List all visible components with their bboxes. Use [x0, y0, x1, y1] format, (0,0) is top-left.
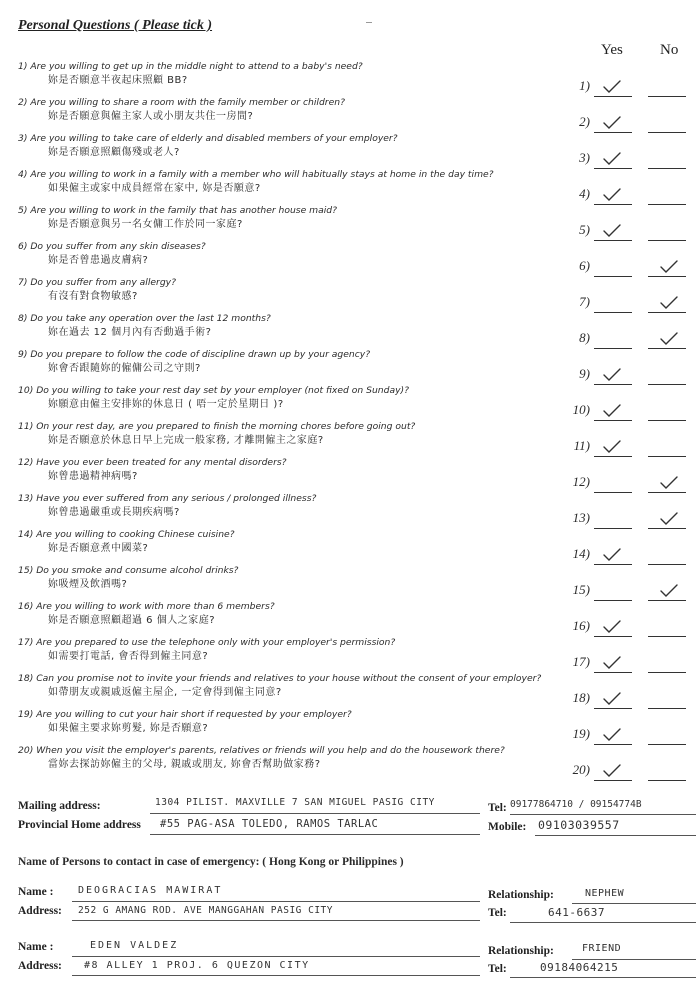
emergency-2-address: #8 ALLEY 1 PROJ. 6 QUEZON CITY [84, 960, 310, 971]
divider [366, 22, 372, 23]
no-answer-blank[interactable] [648, 686, 686, 709]
page-title: Personal Questions ( Please tick ) [18, 18, 213, 33]
no-tick-mark-icon [659, 512, 679, 526]
emergency-1-address: 252 G AMANG ROD. AVE MANGGAHAN PASIG CITY [78, 905, 333, 916]
emergency-2-tel-line [510, 976, 696, 978]
yes-tick-mark-icon [602, 80, 622, 94]
question-11 [18, 420, 583, 448]
question-text-zh: 有沒有對食物敏感? [48, 291, 138, 302]
question-text-zh: 如果僱主要求妳剪髮, 妳是否願意? [48, 723, 209, 734]
question-text-en: 9) Do you prepare to follow the code of discipline drawn up by your agency? [18, 349, 371, 360]
question-12 [18, 456, 583, 484]
mailing-address-line [150, 812, 480, 814]
emergency-1-name-line [72, 900, 480, 902]
question-number: 2) [579, 114, 590, 129]
question-text-en: 5) Are you willing to work in the family that has another house maid? [18, 205, 338, 216]
question-text-zh: 妳會否跟隨妳的僱傭公司之守則? [48, 363, 201, 374]
emergency-2-tel-label: Tel: [488, 963, 507, 975]
yes-answer-blank[interactable] [594, 290, 632, 313]
question-text-en: 13) Have you ever suffered from any serious / prolonged illness? [18, 493, 317, 504]
question-number: 11) [573, 438, 590, 453]
no-tick-mark-icon [659, 476, 679, 490]
yes-tick-mark-icon [602, 188, 622, 202]
no-answer-blank[interactable] [648, 614, 686, 637]
no-answer-blank[interactable] [648, 146, 686, 169]
question-number: 1) [579, 78, 590, 93]
question-text-zh: 妳願意由僱主安排妳的休息日 ( 唔一定於星期日 )? [48, 399, 284, 410]
yes-tick-mark-icon [602, 116, 622, 130]
question-number: 8) [579, 330, 590, 345]
question-9 [18, 348, 583, 376]
no-tick-mark-icon [659, 332, 679, 346]
no-tick-mark-icon [659, 296, 679, 310]
question-number: 18) [572, 690, 590, 705]
question-text-en: 7) Do you suffer from any allergy? [18, 277, 176, 288]
emergency-1-relationship-label: Relationship: [488, 889, 554, 901]
emergency-2-relationship: FRIEND [582, 943, 622, 954]
emergency-2-relationship-label: Relationship: [488, 945, 554, 957]
emergency-2-name-line [72, 955, 480, 957]
question-19 [18, 708, 583, 736]
question-text-en: 10) Do you willing to take your rest day set by your employer (not fixed on Sunday)? [18, 385, 409, 396]
question-text-en: 4) Are you willing to work in a family with a member who will habitually stays at home in the day time? [18, 169, 494, 180]
emergency-1-tel-line [510, 921, 696, 923]
yes-tick-mark-icon [602, 224, 622, 238]
question-text-en: 15) Do you smoke and consume alcohol drinks? [18, 565, 239, 576]
no-answer-blank[interactable] [648, 434, 686, 457]
no-answer-blank[interactable] [648, 398, 686, 421]
emergency-2-address-label: Address: [18, 960, 62, 972]
yes-tick-mark-icon [602, 656, 622, 670]
question-text-en: 17) Are you prepared to use the telephone only with your employer's permission? [18, 637, 396, 648]
no-answer-blank[interactable] [648, 74, 686, 97]
question-text-zh: 妳是否願意煮中國菜? [48, 543, 149, 554]
no-tick-mark-icon [659, 584, 679, 598]
question-number: 16) [572, 618, 590, 633]
question-number: 3) [579, 150, 590, 165]
question-text-zh: 妳吸煙及飲酒嗎? [48, 579, 128, 590]
question-text-en: 11) On your rest day, are you prepared to finish the morning chores before going out? [18, 421, 416, 432]
emergency-2-name-label: Name : [18, 941, 54, 953]
question-3 [18, 132, 583, 160]
question-text-en: 16) Are you willing to work with more than 6 members? [18, 601, 275, 612]
question-18 [18, 672, 583, 700]
no-answer-blank[interactable] [648, 362, 686, 385]
question-number: 19) [572, 726, 590, 741]
question-16 [18, 600, 583, 628]
question-17 [18, 636, 583, 664]
emergency-1-name-label: Name : [18, 886, 54, 898]
yes-tick-mark-icon [602, 440, 622, 454]
question-10 [18, 384, 583, 412]
question-number: 13) [572, 510, 590, 525]
emergency-1-tel-label: Tel: [488, 907, 507, 919]
question-text-zh: 妳是否願意與僱主家人或小朋友共住一房間? [48, 111, 254, 122]
provincial-address-label: Provincial Home address [18, 819, 141, 831]
question-text-en: 1) Are you willing to get up in the middle night to attend to a baby's need? [18, 61, 363, 72]
question-text-zh: 如果僱主或家中成員經常在家中, 妳是否願意? [48, 183, 261, 194]
emergency-1-tel: 641-6637 [548, 906, 605, 919]
question-text-zh: 如帶朋友或親戚返僱主屋企, 一定會得到僱主同意? [48, 687, 282, 698]
mailing-address-value: 1304 PILIST. MAXVILLE 7 SAN MIGUEL PASIG CITY [155, 797, 435, 808]
question-text-zh: 妳是否願意照顧超過 6 個人之家庭? [48, 615, 216, 626]
mobile-line [535, 834, 696, 836]
yes-tick-mark-icon [602, 368, 622, 382]
yes-answer-blank[interactable] [594, 470, 632, 493]
yes-answer-blank[interactable] [594, 578, 632, 601]
yes-tick-mark-icon [602, 620, 622, 634]
question-text-en: 6) Do you suffer from any skin diseases? [18, 241, 206, 252]
emergency-2-relationship-line [572, 958, 696, 960]
no-answer-blank[interactable] [648, 182, 686, 205]
emergency-1-address-line [72, 919, 480, 921]
question-text-en: 2) Are you willing to share a room with the family member or children? [18, 97, 345, 108]
yes-answer-blank[interactable] [594, 254, 632, 277]
question-text-zh: 妳是否願意半夜起床照顧 BB? [48, 75, 188, 86]
no-answer-blank[interactable] [648, 110, 686, 133]
yes-tick-mark-icon [602, 548, 622, 562]
yes-answer-blank[interactable] [594, 506, 632, 529]
question-number: 6) [579, 258, 590, 273]
yes-tick-mark-icon [602, 764, 622, 778]
provincial-address-value: #55 PAG-ASA TOLEDO, RAMOS TARLAC [160, 818, 379, 830]
provincial-address-line [150, 833, 480, 835]
question-number: 9) [579, 366, 590, 381]
mobile-label: Mobile: [488, 821, 527, 833]
question-text-zh: 妳在過去 12 個月內有否動過手術? [48, 327, 212, 338]
question-text-en: 18) Can you promise not to invite your friends and relatives to your house without the consent of your employer? [18, 673, 542, 684]
question-text-zh: 妳是否願意於休息日早上完成一般家務, 才離開僱主之家庭? [48, 435, 324, 446]
question-2 [18, 96, 583, 124]
mailing-address-label: Mailing address: [18, 800, 101, 812]
question-text-en: 3) Are you willing to take care of elderly and disabled members of your employer? [18, 133, 398, 144]
question-5 [18, 204, 583, 232]
question-number: 7) [579, 294, 590, 309]
yes-tick-mark-icon [602, 728, 622, 742]
question-text-zh: 妳是否願意與另一名女傭工作於同一家庭? [48, 219, 243, 230]
question-15 [18, 564, 583, 592]
emergency-1-name: DEOGRACIAS MAWIRAT [78, 885, 223, 896]
no-answer-blank[interactable] [648, 542, 686, 565]
emergency-1-address-label: Address: [18, 905, 62, 917]
question-13 [18, 492, 583, 520]
question-number: 17) [572, 654, 590, 669]
no-answer-blank[interactable] [648, 722, 686, 745]
question-8 [18, 312, 583, 340]
mobile-value: 09103039557 [538, 818, 620, 832]
tel-value: 09177864710 / 09154774B [510, 799, 642, 810]
question-4 [18, 168, 583, 196]
question-text-zh: 當妳去探訪妳僱主的父母, 親戚或朋友, 妳會否幫助做家務? [48, 759, 321, 770]
question-number: 20) [572, 762, 590, 777]
question-number: 5) [579, 222, 590, 237]
emergency-2-address-line [72, 974, 480, 976]
question-text-en: 19) Are you willing to cut your hair short if requested by your employer? [18, 709, 352, 720]
question-7 [18, 276, 583, 304]
yes-tick-mark-icon [602, 404, 622, 418]
emergency-1-relationship-line [572, 902, 696, 904]
question-6 [18, 240, 583, 268]
question-text-en: 12) Have you ever been treated for any mental disorders? [18, 457, 287, 468]
question-number: 10) [572, 402, 590, 417]
question-number: 4) [579, 186, 590, 201]
yes-tick-mark-icon [602, 152, 622, 166]
emergency-title: Name of Persons to contact in case of emergency: ( Hong Kong or Philippines ) [18, 856, 404, 868]
yes-tick-mark-icon [602, 692, 622, 706]
no-answer-blank[interactable] [648, 650, 686, 673]
question-text-zh: 妳是否願意照顧傷殘或老人? [48, 147, 180, 158]
question-text-zh: 妳曾患過嚴重或長期疾病嗎? [48, 507, 180, 518]
yes-answer-blank[interactable] [594, 326, 632, 349]
emergency-1-relationship: NEPHEW [585, 888, 625, 899]
no-tick-mark-icon [659, 260, 679, 274]
question-number: 15) [572, 582, 590, 597]
question-text-zh: 妳是否曾患過皮膚病? [48, 255, 149, 266]
question-text-en: 20) When you visit the employer's parents, relatives or friends will you help and do the housework there? [18, 745, 505, 756]
no-column-header: No [660, 42, 679, 58]
question-text-zh: 妳曾患過精神病嗎? [48, 471, 138, 482]
question-text-zh: 如需要打電話, 會否得到僱主同意? [48, 651, 209, 662]
question-number: 14) [572, 546, 590, 561]
question-1 [18, 60, 583, 88]
yes-column-header: Yes [601, 42, 623, 58]
tel-label: Tel: [488, 802, 507, 814]
question-text-en: 8) Do you take any operation over the last 12 months? [18, 313, 271, 324]
tel-line [510, 813, 696, 815]
question-number: 12) [572, 474, 590, 489]
no-answer-blank[interactable] [648, 758, 686, 781]
question-text-en: 14) Are you willing to cooking Chinese cuisine? [18, 529, 235, 540]
question-14 [18, 528, 583, 556]
emergency-2-tel: 09184064215 [540, 961, 619, 974]
question-20 [18, 744, 583, 772]
no-answer-blank[interactable] [648, 218, 686, 241]
emergency-2-name: EDEN VALDEZ [90, 940, 179, 951]
